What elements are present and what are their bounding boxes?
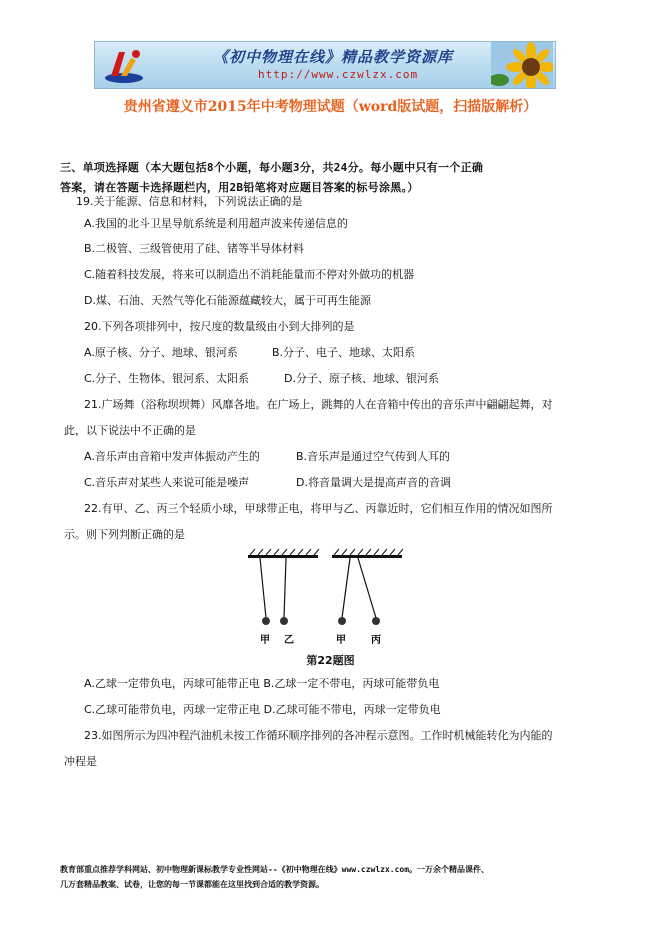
label-jia-right: 甲 (336, 635, 346, 646)
page-footer (60, 862, 620, 892)
sunflower-icon (491, 42, 553, 88)
left-support-icon (248, 549, 319, 558)
q19-option-a: A.我国的北斗卫星导航系统是利用超声波来传递信息的 (84, 217, 348, 230)
q20-option-c: C.分子、生物体、银河系、太阳系 (84, 372, 250, 385)
q23-stem-line-1: 23.如图所示为四冲程汽油机未按工作循环顺序排列的各冲程示意图。工作时机械能转化为内能的 (84, 729, 553, 742)
label-yi: 乙 (284, 635, 294, 646)
q21-stem-line-1: 21.广场舞（浴称坝坝舞）风靡各地。在广场上，跳舞的人在音箱中传出的音乐声中翩翩起舞，对 (84, 398, 553, 411)
q19-option-d: D.煤、石油、天然气等化石能源蕴藏较大，属于可再生能源 (84, 294, 371, 307)
q22-options-cd: C.乙球可能带负电，丙球一定带正电 D.乙球可能不带电，丙球一定带负电 (84, 703, 441, 716)
q21-stem-line-2: 此，以下说法中不正确的是 (64, 424, 196, 437)
ball-jia-left (262, 617, 270, 625)
q23-stem-line-2: 冲程是 (64, 755, 97, 768)
q19-option-c: C.随着科技发展，将来可以制造出不消耗能量而不停对外做功的机器 (84, 268, 415, 281)
footer-line-1: 教育部重点推荐学科网站、初中物理新课标教学专业性网站--《初中物理在线》www.czwlzx.com。一万余个精品课件、 (60, 865, 490, 874)
q22-stem-line-2: 示。则下列判断正确的是 (64, 528, 185, 541)
right-support-icon (332, 549, 403, 558)
site-logo-icon (103, 46, 145, 84)
label-jia-left: 甲 (260, 635, 270, 646)
q20-option-a: A.原子核、分子、地球、银河系 (84, 346, 238, 359)
q22-options-ab: A.乙球一定带负电，丙球可能带正电 B.乙球一定不带电，丙球可能带负电 (84, 677, 440, 690)
q21-option-d: D.将音量调大是提高声音的音调 (296, 476, 451, 489)
q21-option-c: C.音乐声对某些人来说可能是噪声 (84, 476, 250, 489)
footer-line-2: 几万套精品教案、试卷，让您的每一节课都能在这里找到合适的教学资源。 (60, 880, 324, 889)
ball-yi (280, 617, 288, 625)
section-line-2: 答案，请在答题卡选择题栏内，用2B铅笔将对应题目答案的标号涂黑。） (60, 181, 419, 194)
q22-pendulum-figure (246, 547, 416, 667)
q22-stem-line-1: 22.有甲、乙、丙三个轻质小球，甲球带正电，将甲与乙、丙靠近时，它们相互作用的情况如图所 (84, 502, 553, 515)
q21-option-b: B.音乐声是通过空气传到人耳的 (296, 450, 451, 463)
q21-option-a: A.音乐声由音箱中发声体振动产生的 (84, 450, 260, 463)
document-title: 贵州省遵义市2015年中考物理试题（word版试题，扫描版解析） (123, 99, 538, 115)
ball-bing (372, 617, 380, 625)
section-line-1: 三、单项选择题（本大题包括8个小题，每小题3分，共24分。每小题中只有一个正确 (60, 161, 484, 174)
header-banner (94, 41, 556, 89)
q19-option-b: B.二极管、三级管使用了硅、锗等半导体材料 (84, 242, 305, 255)
ball-jia-right (338, 617, 346, 625)
banner-url: http://www.czwlzx.com (258, 68, 419, 81)
q20-option-b: B.分子、电子、地球、太阳系 (272, 346, 416, 359)
q22-figure-caption: 第22题图 (306, 654, 355, 667)
q19-stem: 19.关于能源、信息和材料，下列说法正确的是 (76, 195, 303, 208)
banner-title: 《初中物理在线》精品教学资源库 (213, 48, 454, 66)
q20-stem: 20.下列各项排列中，按尺度的数量级由小到大排列的是 (84, 320, 355, 333)
q20-option-d: D.分子、原子核、地球、银河系 (284, 372, 439, 385)
label-bing: 丙 (371, 635, 381, 646)
section-instructions (60, 158, 620, 198)
